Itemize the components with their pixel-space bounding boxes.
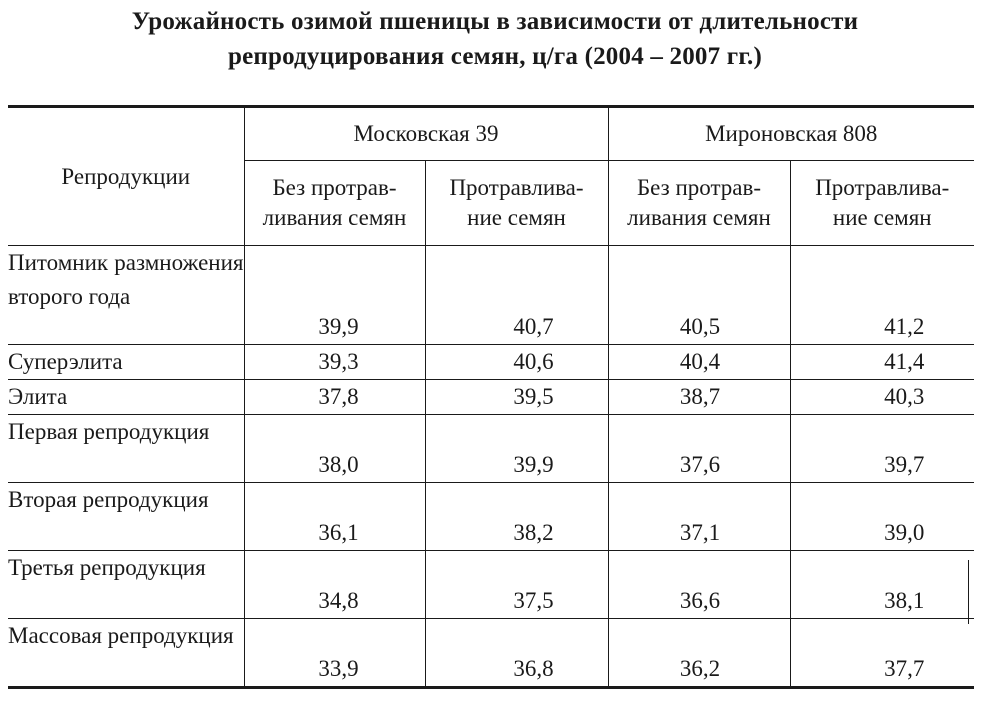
value-cell — [790, 380, 974, 415]
row-label: Третья репродукция — [8, 551, 244, 619]
value-cell — [244, 380, 425, 415]
treatment-header-line: Протравлива- — [815, 175, 950, 200]
value-cell — [790, 483, 974, 551]
value-cell — [608, 619, 790, 688]
value-text: 39,3 — [318, 349, 359, 374]
value-text: 38,1 — [884, 588, 925, 613]
margin-line — [968, 560, 969, 624]
value-text: 37,5 — [513, 588, 554, 613]
value-cell — [244, 415, 425, 483]
value-cell — [608, 345, 790, 380]
treatment-header — [244, 161, 425, 246]
value-cell — [244, 246, 425, 345]
value-cell — [244, 619, 425, 688]
value-cell — [425, 551, 608, 619]
value-cell — [608, 380, 790, 415]
treatment-header — [425, 161, 608, 246]
treatment-header-line: ливания семян — [262, 205, 407, 230]
value-cell — [790, 246, 974, 345]
treatment-header-line: Без протрав- — [272, 175, 397, 200]
value-text: 41,2 — [884, 314, 925, 339]
value-text: 40,7 — [513, 314, 554, 339]
value-text: 37,7 — [884, 656, 925, 681]
yield-table — [8, 105, 974, 689]
row-label: Первая репродукция — [8, 415, 244, 483]
value-text: 40,6 — [513, 349, 554, 374]
value-cell — [425, 246, 608, 345]
table-title — [0, 4, 990, 74]
table-row — [8, 380, 974, 415]
value-text: 37,1 — [679, 520, 721, 545]
treatment-header-line: ливания семян — [627, 205, 771, 230]
title-line-1: Урожайность озимой пшеницы в зависимости от длительности — [131, 8, 859, 35]
table-row — [8, 551, 974, 619]
value-text: 40,5 — [679, 314, 721, 339]
value-text: 36,6 — [679, 588, 721, 613]
value-cell — [244, 345, 425, 380]
treatment-header — [790, 161, 974, 246]
value-cell — [244, 483, 425, 551]
row-label: Элита — [8, 380, 244, 415]
table-row — [8, 619, 974, 688]
table-row — [8, 483, 974, 551]
table-row — [8, 345, 974, 380]
row-label: Суперэлита — [8, 345, 244, 380]
treatment-header-line: ние семян — [467, 205, 566, 230]
value-cell — [425, 483, 608, 551]
value-cell — [790, 619, 974, 688]
treatment-header — [608, 161, 790, 246]
table-row — [8, 415, 974, 483]
value-text: 39,9 — [318, 314, 359, 339]
value-text: 38,2 — [513, 520, 554, 545]
row-label: Вторая репродукция — [8, 483, 244, 551]
value-cell — [425, 380, 608, 415]
value-text: 38,0 — [318, 452, 359, 477]
value-text: 37,8 — [318, 384, 359, 409]
value-cell — [790, 345, 974, 380]
value-text: 36,8 — [513, 656, 554, 681]
header-row-varieties — [8, 107, 974, 161]
variety-header-moskovskaya: Московская 39 — [244, 107, 608, 161]
value-cell — [608, 483, 790, 551]
value-text: 40,3 — [884, 384, 925, 409]
value-text: 40,4 — [679, 349, 721, 374]
value-text: 33,9 — [318, 656, 359, 681]
value-text: 38,7 — [679, 384, 721, 409]
value-cell — [244, 551, 425, 619]
value-text: 36,2 — [679, 656, 721, 681]
treatment-header-line: Без протрав- — [636, 175, 762, 200]
value-cell — [790, 551, 974, 619]
value-text: 39,5 — [513, 384, 554, 409]
value-cell — [608, 246, 790, 345]
value-text: 39,9 — [513, 452, 554, 477]
variety-header-mironovskaya: Мироновская 808 — [608, 107, 974, 161]
value-text: 37,6 — [679, 452, 721, 477]
value-text: 36,1 — [318, 520, 359, 545]
table-row — [8, 246, 974, 345]
value-cell — [425, 619, 608, 688]
value-text: 34,8 — [318, 588, 359, 613]
value-text: 39,7 — [884, 452, 925, 477]
value-cell — [608, 551, 790, 619]
treatment-header-line: Протравлива- — [449, 175, 584, 200]
row-label: Массовая репродукция — [8, 619, 244, 688]
value-cell — [425, 345, 608, 380]
value-text: 39,0 — [884, 520, 925, 545]
value-text: 41,4 — [884, 349, 925, 374]
row-label: Питомник размножения второго года — [8, 246, 244, 345]
treatment-header-line: ние семян — [832, 205, 932, 230]
row-header-cell: Репродукции — [8, 107, 244, 246]
value-cell — [608, 415, 790, 483]
title-line-2: репродуцирования семян, ц/га (2004 – 2007 гг.) — [227, 43, 763, 70]
value-cell — [790, 415, 974, 483]
value-cell — [425, 415, 608, 483]
